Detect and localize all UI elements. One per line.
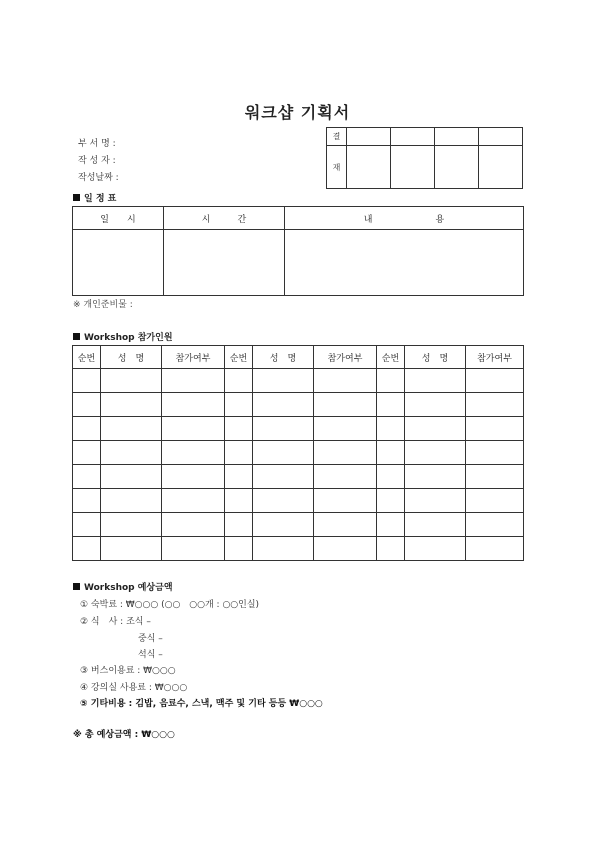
cost-item-meals-breakfast: ② 식 사 : 조식 – xyxy=(80,617,151,627)
participant-cell[interactable] xyxy=(466,369,524,393)
total-cost: ※ 총 예상금액 : ₩○○○ xyxy=(73,730,175,740)
bullet-square-icon xyxy=(73,194,80,201)
participant-cell[interactable] xyxy=(225,417,253,441)
participant-cell[interactable] xyxy=(225,441,253,465)
participant-cell[interactable] xyxy=(377,489,405,513)
participants-table xyxy=(72,345,524,561)
participant-cell[interactable] xyxy=(162,441,225,465)
participant-row xyxy=(73,465,524,489)
approval-label-top: 결 xyxy=(327,128,347,146)
schedule-cell[interactable] xyxy=(164,230,285,296)
participant-row xyxy=(73,393,524,417)
participant-cell[interactable] xyxy=(405,369,466,393)
cost-item-meals-dinner: 석식 – xyxy=(138,650,163,660)
participant-row xyxy=(73,537,524,561)
participant-cell[interactable] xyxy=(466,465,524,489)
cost-item-lecture-room: ④ 강의실 사용료 : ₩○○○ xyxy=(80,683,188,693)
col-name: 성 명 xyxy=(101,346,162,369)
approval-cell xyxy=(391,128,435,146)
participant-cell[interactable] xyxy=(466,441,524,465)
participant-cell[interactable] xyxy=(405,441,466,465)
col-attend: 참가여부 xyxy=(162,346,225,369)
participant-cell[interactable] xyxy=(377,465,405,489)
participant-cell[interactable] xyxy=(225,489,253,513)
schedule-col-date: 일 시 xyxy=(73,207,164,230)
cost-item-other: ⑤ 기타비용 : 김밥, 음료수, 스낵, 맥주 및 기타 등등 ₩○○○ xyxy=(80,699,323,709)
participant-cell[interactable] xyxy=(377,441,405,465)
participant-cell[interactable] xyxy=(377,417,405,441)
participant-cell[interactable] xyxy=(405,537,466,561)
participant-cell[interactable] xyxy=(225,369,253,393)
col-name: 성 명 xyxy=(405,346,466,369)
participant-cell[interactable] xyxy=(405,465,466,489)
participant-cell[interactable] xyxy=(377,537,405,561)
participant-cell[interactable] xyxy=(253,417,314,441)
schedule-heading xyxy=(73,191,116,204)
participant-cell[interactable] xyxy=(253,393,314,417)
participant-cell[interactable] xyxy=(225,465,253,489)
participant-cell[interactable] xyxy=(225,513,253,537)
participant-cell[interactable] xyxy=(314,513,377,537)
participant-row xyxy=(73,417,524,441)
approval-sign-cell xyxy=(391,146,435,189)
dept-label: 부 서 명 : xyxy=(78,139,116,149)
participants-heading xyxy=(73,330,173,343)
participant-cell[interactable] xyxy=(466,393,524,417)
author-label: 작 성 자 : xyxy=(78,156,116,166)
participant-cell[interactable] xyxy=(101,417,162,441)
participant-cell[interactable] xyxy=(101,537,162,561)
participant-cell[interactable] xyxy=(377,369,405,393)
participant-cell[interactable] xyxy=(314,465,377,489)
participant-cell[interactable] xyxy=(162,489,225,513)
participant-cell[interactable] xyxy=(466,489,524,513)
col-name: 성 명 xyxy=(253,346,314,369)
bullet-square-icon xyxy=(73,583,80,590)
cost-item-meals-lunch: 중식 – xyxy=(138,634,163,644)
participant-row xyxy=(73,513,524,537)
personal-items-note: ※ 개인준비물 : xyxy=(73,300,133,310)
approval-sign-cell xyxy=(435,146,479,189)
approval-cell xyxy=(479,128,523,146)
approval-sign-cell xyxy=(479,146,523,189)
participant-row xyxy=(73,441,524,465)
participant-cell[interactable] xyxy=(101,393,162,417)
schedule-col-time: 시 간 xyxy=(164,207,285,230)
approval-sign-cell xyxy=(347,146,391,189)
approval-cell xyxy=(347,128,391,146)
participant-cell[interactable] xyxy=(466,417,524,441)
participant-cell[interactable] xyxy=(314,441,377,465)
participant-cell[interactable] xyxy=(101,489,162,513)
participant-cell[interactable] xyxy=(101,465,162,489)
participant-cell[interactable] xyxy=(162,465,225,489)
schedule-table xyxy=(72,206,524,296)
participant-cell[interactable] xyxy=(405,393,466,417)
bullet-square-icon xyxy=(73,333,80,340)
participant-row xyxy=(73,369,524,393)
cost-heading-text: Workshop 예상금액 xyxy=(84,583,173,593)
col-number: 순번 xyxy=(377,346,405,369)
schedule-cell[interactable] xyxy=(73,230,164,296)
participant-cell[interactable] xyxy=(253,465,314,489)
col-attend: 참가여부 xyxy=(314,346,377,369)
cost-item-lodging: ① 숙박료 : ₩○○○ (○○ ○○개 : ○○인실) xyxy=(80,600,260,610)
schedule-col-content: 내 용 xyxy=(285,207,524,230)
participant-cell[interactable] xyxy=(73,465,101,489)
participant-cell[interactable] xyxy=(377,393,405,417)
participant-cell[interactable] xyxy=(405,489,466,513)
participant-cell[interactable] xyxy=(253,489,314,513)
participant-row xyxy=(73,489,524,513)
participant-cell[interactable] xyxy=(405,513,466,537)
participant-cell[interactable] xyxy=(73,513,101,537)
participant-cell[interactable] xyxy=(405,417,466,441)
participant-cell[interactable] xyxy=(162,393,225,417)
participant-cell[interactable] xyxy=(73,393,101,417)
participants-heading-text: Workshop 참가인원 xyxy=(84,333,173,343)
participant-cell[interactable] xyxy=(162,417,225,441)
participant-cell[interactable] xyxy=(253,369,314,393)
participant-cell[interactable] xyxy=(377,513,405,537)
participant-cell[interactable] xyxy=(225,393,253,417)
approval-label-bottom: 재 xyxy=(327,146,347,189)
col-attend: 참가여부 xyxy=(466,346,524,369)
schedule-heading-text: 일 정 표 xyxy=(84,194,117,204)
cost-item-bus: ③ 버스이용료 : ₩○○○ xyxy=(80,666,176,676)
participant-cell[interactable] xyxy=(162,537,225,561)
date-label: 작성날짜 : xyxy=(78,173,119,183)
approval-cell xyxy=(435,128,479,146)
participant-cell[interactable] xyxy=(101,369,162,393)
document-title: 워크샵 기획서 xyxy=(244,103,351,122)
participant-cell[interactable] xyxy=(225,537,253,561)
participant-cell[interactable] xyxy=(101,513,162,537)
participant-cell[interactable] xyxy=(466,537,524,561)
participant-cell[interactable] xyxy=(162,513,225,537)
participant-cell[interactable] xyxy=(253,537,314,561)
participant-cell[interactable] xyxy=(101,441,162,465)
participant-cell[interactable] xyxy=(162,369,225,393)
participant-cell[interactable] xyxy=(314,393,377,417)
participant-cell[interactable] xyxy=(73,537,101,561)
cost-heading xyxy=(73,580,173,593)
col-number: 순번 xyxy=(225,346,253,369)
col-number: 순번 xyxy=(73,346,101,369)
approval-box xyxy=(326,127,523,189)
participant-cell[interactable] xyxy=(73,441,101,465)
participant-cell[interactable] xyxy=(253,513,314,537)
participant-cell[interactable] xyxy=(73,369,101,393)
participant-cell[interactable] xyxy=(314,489,377,513)
participant-cell[interactable] xyxy=(466,513,524,537)
participant-cell[interactable] xyxy=(73,417,101,441)
participant-cell[interactable] xyxy=(253,441,314,465)
participant-cell[interactable] xyxy=(314,369,377,393)
participant-cell[interactable] xyxy=(314,537,377,561)
participant-cell[interactable] xyxy=(314,417,377,441)
schedule-cell[interactable] xyxy=(285,230,524,296)
participant-cell[interactable] xyxy=(73,489,101,513)
